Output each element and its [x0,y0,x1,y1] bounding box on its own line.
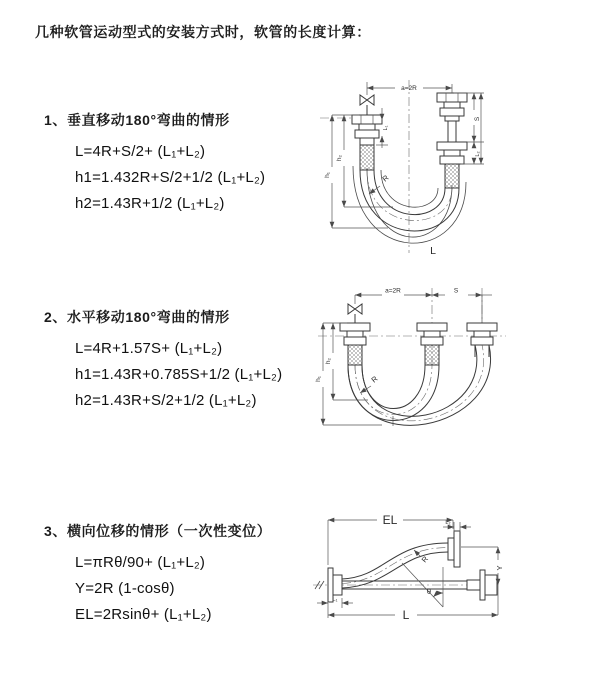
dimension-l [328,603,498,622]
page-title: 几种软管运动型式的安装方式时，软管的长度计算： [35,24,371,40]
formula-y: Y=2R (1-cosθ) [75,580,175,597]
moving-end-flange-pos1 [417,323,447,365]
diagram-lateral-displacement [305,505,600,645]
valve-icon [360,82,374,115]
displaced-end-flange [448,531,460,567]
section-1 [44,110,265,217]
moving-end-flange-pos2 [467,323,497,357]
formula-length: L=4R+S/2+ (L₁+L₂) [75,143,206,160]
dim-label-h2: h₂ [325,357,332,365]
dim-label-h1: h₁ [324,172,331,178]
fixed-end-flange [340,323,370,365]
section-1-heading: 1、垂直移动180°弯曲的情形 [44,112,230,128]
angle-label: θ [426,587,432,596]
section-2 [44,307,282,414]
formula-h1: h1=1.43R+0.785S+1/2 (L₁+L₂) [75,366,283,383]
section-3 [44,521,271,628]
dim-label-l2: L₂ [445,520,451,526]
dim-label-l1: L₁ [383,125,389,131]
dim-label-l1: L₁ [332,597,338,603]
dim-label-h2: h₂ [336,154,343,162]
valve-icon [348,295,362,323]
formula-h1: h1=1.432R+S/2+1/2 (L₁+L₂) [75,169,266,186]
diagram-horizontal-180-bend [310,283,595,455]
dim-label-a2r: a=2R [401,85,417,92]
dimension-l1 [376,108,389,148]
dimension-l2 [443,520,471,532]
dim-label-h1: h₁ [315,376,322,382]
dimension-el [328,513,453,565]
formula-length: L=πRθ/90+ (L₁+L₂) [75,554,206,571]
section-2-formulas [75,336,282,414]
dim-label-l: L [402,608,410,622]
original-end-flange [467,570,497,600]
radius-callout [369,173,391,194]
dim-label-l2: L₂ [475,151,481,157]
section-3-formulas [75,550,271,628]
dim-label-s: S [453,287,459,295]
dimension-a2r-s [355,288,492,324]
section-2-heading: 2、水平移动180°弯曲的情形 [44,309,230,325]
dim-label-s: S [474,116,481,122]
radius-label: R [419,554,431,565]
formula-length: L=4R+1.57S+ (L₁+L₂) [75,340,223,357]
radius-callout [414,550,430,564]
hose-arcs [348,345,491,426]
diagram-vertical-180-bend [303,70,498,260]
dim-label-y: Y [495,565,504,571]
dim-label-el: EL [382,513,398,527]
section-1-formulas [75,139,265,217]
moving-end-flange [437,93,467,188]
dim-label-a2r: a=2R [385,287,401,295]
radius-label: R [369,374,380,385]
length-label: L [430,245,436,257]
radius-label: R [380,173,391,184]
section-3-heading: 3、横向位移的情形（一次性变位） [44,523,272,539]
dimension-a2r [367,84,452,93]
formula-h2: h2=1.43R+S/2+1/2 (L₁+L₂) [75,392,257,409]
fixed-end-flange [352,115,382,170]
formula-h2: h2=1.43R+1/2 (L₁+L₂) [75,195,225,212]
formula-el: EL=2Rsinθ+ (L₁+L₂) [75,606,212,623]
dimension-l1 [317,597,353,608]
